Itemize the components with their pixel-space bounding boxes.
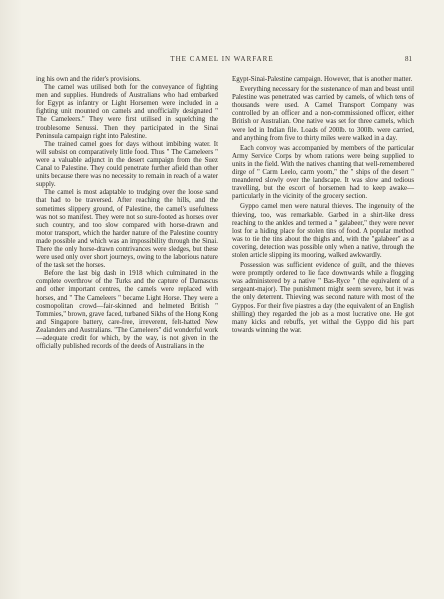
running-head: THE CAMEL IN WARFARE [170,55,274,63]
right-column [232,76,414,335]
paragraph: Egypt-Sinai-Palestine campaign. However, that is another matter. [232,76,413,83]
paragraph: Possession was sufficient evidence of guilt, and the thieves were promptly ordered to lie face downwards while a flogging was administered by a native " Bas-Ryce " (the equivalent of a sergeant-major). The punishment might seem severe, but it was the only deterrent. Thieving was second nature with most of the Gyppos. For their five piastres a day (the equivalent of an English shilling) they regarded the job as a most lucrative one. He got many kicks and rebuffs, yet withal the Gyppo did his part towards winning the war. [232,262,414,334]
paragraph: The camel is most adaptable to trudging over the loose sand that had to be traversed. After reaching the hills, and the sometimes slippery ground, of Palestine, the camel's usefulness was not so manifest. They were not so sure-footed as horses over such country, and too slow compared with horse-drawn and motor transport, which the harder nature of the Palestine country made possible and which was an impossibility through the Sinai. There the only horse-drawn contrivances were sledges, but these were used only over short journeys, owing to the laborious nature of the task set the horses. [36,189,218,270]
paragraph: Before the last big dash in 1918 which culminated in the complete overthrow of the Turks and the capture of Damascus and other important centres, the camels were replaced with horses, and " The Cameleers " became Light Horse. They were a cosmopolitan crowd—fair-skinned and helmeted British " Tommies," brown, grave faced, turbaned Sikhs of the Hong Kong and Singapore battery, care-free, irreverent, felt-hatted New Zealanders and Australians. "The Cameleers" did wonderful work —adequate credit for which, by the way, is not given in the officially published records of the deeds of Australians in the [36,270,218,351]
paragraph: Gyppo camel men were natural thieves. The ingenuity of the thieving, too, was remarkable. Garbed in a shirt-like dress reaching to the ankles and termed a " galabeer," they were never lost for a hiding place for stolen tins of food. A popular method was to tie the tins about the thighs and, with the "galabeer" as a covering, detection was possible only when a native, through the stolen article slipping its mooring, walked awkwardly. [232,203,414,259]
paragraph: The camel was utilised both for the conveyance of fighting men and supplies. Hundreds of Australians who had embarked for Egypt as infantry or Light Horsemen were included in a fighting unit mounted on camels and unofficially designated " The Cameleers." They were first utilised in squelching the troublesome Senussi. Then they participated in the Sinai Peninsula campaign right into Palestine. [36,84,218,140]
paragraph: ing his own and the rider's provisions. [36,76,141,83]
paragraph: Each convoy was accompanied by members of the particular Army Service Corps by whom rations were being supplied to units in the field. With the natives chanting that well-remembered dirge of " Carm Leelo, carm yoom," the " ships of the desert " meandered slowly over the landscape. It was slow and tedious travelling, but the escort of horsemen had to keep awake—particularly in the vicinity of the grocery section. [232,144,414,201]
paragraph: The trained camel goes for days without imbibing water. It will subsist on comparatively little food. Thus " The Cameleers " were a valuable adjunct in the desert campaign from the Suez Canal to Palestine. They could penetrate further afield than other units because there was no necessity to remain in reach of a water supply. [36,140,218,189]
page-number: 81 [405,55,412,63]
left-column [36,76,218,351]
page-header [0,55,444,67]
paragraph: Everything necessary for the sustenance of man and beast until Palestine was penetrated was carried by camels, of which tens of thousands were used. A Camel Transport Company was controlled by an officer and a non-commissioned officer, either British or Australian. One native was set for three camels, which were led in Indian file. Loads of 200lb. to 300lb. were carried, and anything from five to thirty miles were walked in a day. [232,86,414,142]
